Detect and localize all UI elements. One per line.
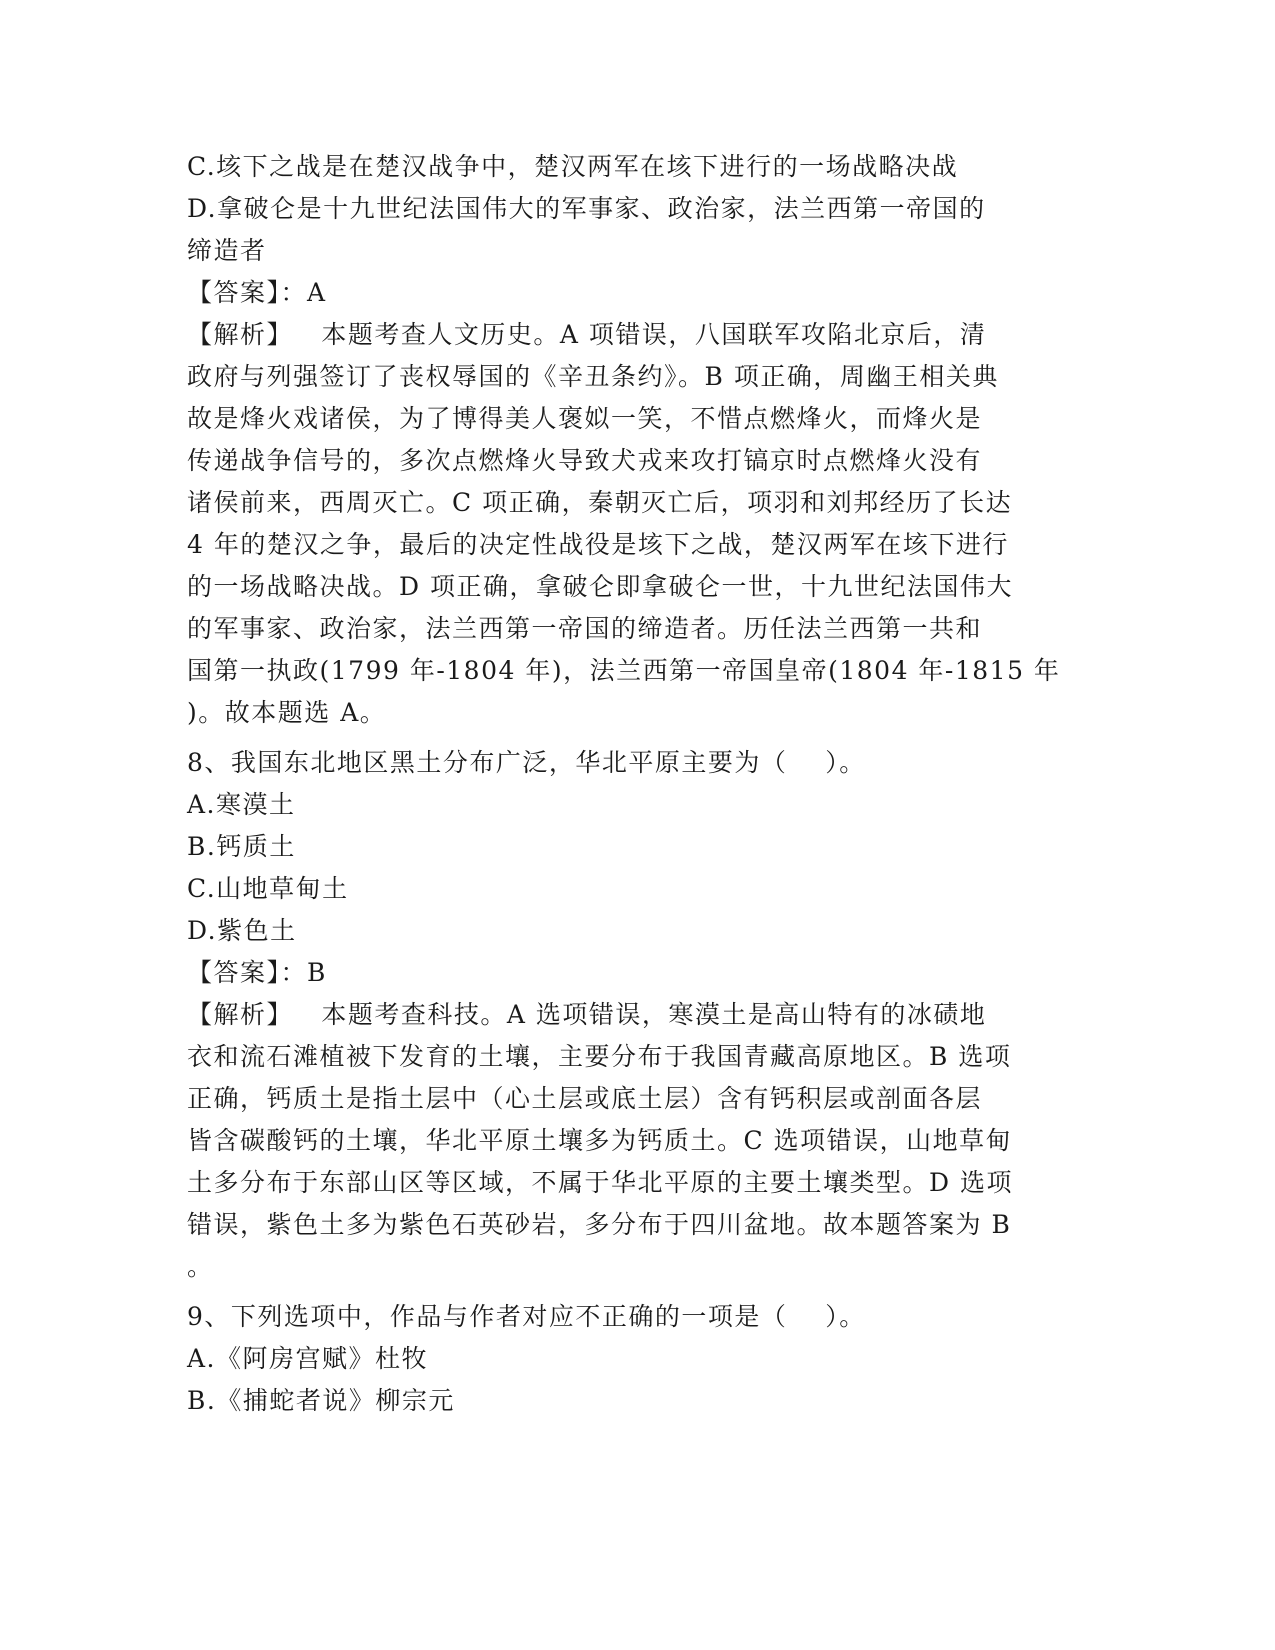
analysis-line: 【解析】 本题考查人文历史。A 项错误，八国联军攻陷北京后，清 [187,320,987,349]
option-d: D.紫色土 [187,916,297,945]
question-8 [187,742,1087,1288]
analysis-line: 衣和流石滩植被下发育的土壤，主要分布于我国青藏高原地区。B 选项 [187,1042,1012,1071]
question-stem: 9、下列选项中，作品与作者对应不正确的一项是（ ）。 [187,1302,866,1331]
analysis-line: 故是烽火戏诸侯，为了博得美人褒姒一笑，不惜点燃烽火，而烽火是 [187,404,983,433]
analysis-line: 国第一执政(1799 年-1804 年)，法兰西第一帝国皇帝(1804 年-1815 年 [187,656,1061,685]
option-b: B.《捕蛇者说》柳宗元 [187,1386,455,1415]
question-9 [187,1296,1087,1422]
question-7-tail [187,146,1087,734]
analysis-line: 【解析】 本题考查科技。A 选项错误，寒漠土是高山特有的冰碛地 [187,1000,987,1029]
analysis-line: 正确，钙质土是指土层中（心土层或底土层）含有钙积层或剖面各层 [187,1084,983,1113]
analysis-line: 的一场战略决战。D 项正确，拿破仑即拿破仑一世，十九世纪法国伟大 [187,572,1013,601]
answer-line: 【答案】：B [187,958,327,987]
analysis-line: 皆含碳酸钙的土壤，华北平原土壤多为钙质土。C 选项错误，山地草甸 [187,1126,1013,1155]
analysis-line: 的军事家、政治家，法兰西第一帝国的缔造者。历任法兰西第一共和 [187,614,983,643]
analysis-line: 4 年的楚汉之争，最后的决定性战役是垓下之战，楚汉两军在垓下进行 [187,530,1009,559]
analysis-line: )。故本题选 A。 [187,698,387,727]
analysis-line: 错误，紫色土多为紫色石英砂岩，多分布于四川盆地。故本题答案为 B [187,1210,1012,1239]
answer-line: 【答案】：A [187,278,327,307]
option-d-cont: 缔造者 [187,236,267,265]
document-content [187,146,1087,1422]
analysis-line: 政府与列强签订了丧权辱国的《辛丑条约》。B 项正确，周幽王相关典 [187,362,999,391]
question-stem: 8、我国东北地区黑土分布广泛，华北平原主要为（ ）。 [187,748,866,777]
analysis-line: 诸侯前来，西周灭亡。C 项正确，秦朝灭亡后，项羽和刘邦经历了长达 [187,488,1013,517]
option-d: D.拿破仑是十九世纪法国伟大的军事家、政治家，法兰西第一帝国的 [187,194,986,223]
analysis-line: 土多分布于东部山区等区域，不属于华北平原的主要土壤类型。D 选项 [187,1168,1013,1197]
option-a: A.《阿房宫赋》杜牧 [187,1344,429,1373]
option-c: C.山地草甸土 [187,874,349,903]
option-c: C.垓下之战是在楚汉战争中，楚汉两军在垓下进行的一场战略决战 [187,152,959,181]
spacer [187,1288,1087,1296]
option-a: A.寒漠土 [187,790,296,819]
analysis-line: 传递战争信号的，多次点燃烽火导致犬戎来攻打镐京时点燃烽火没有 [187,446,983,475]
analysis-line: 。 [187,1252,214,1281]
spacer [187,734,1087,742]
option-b: B.钙质土 [187,832,296,861]
